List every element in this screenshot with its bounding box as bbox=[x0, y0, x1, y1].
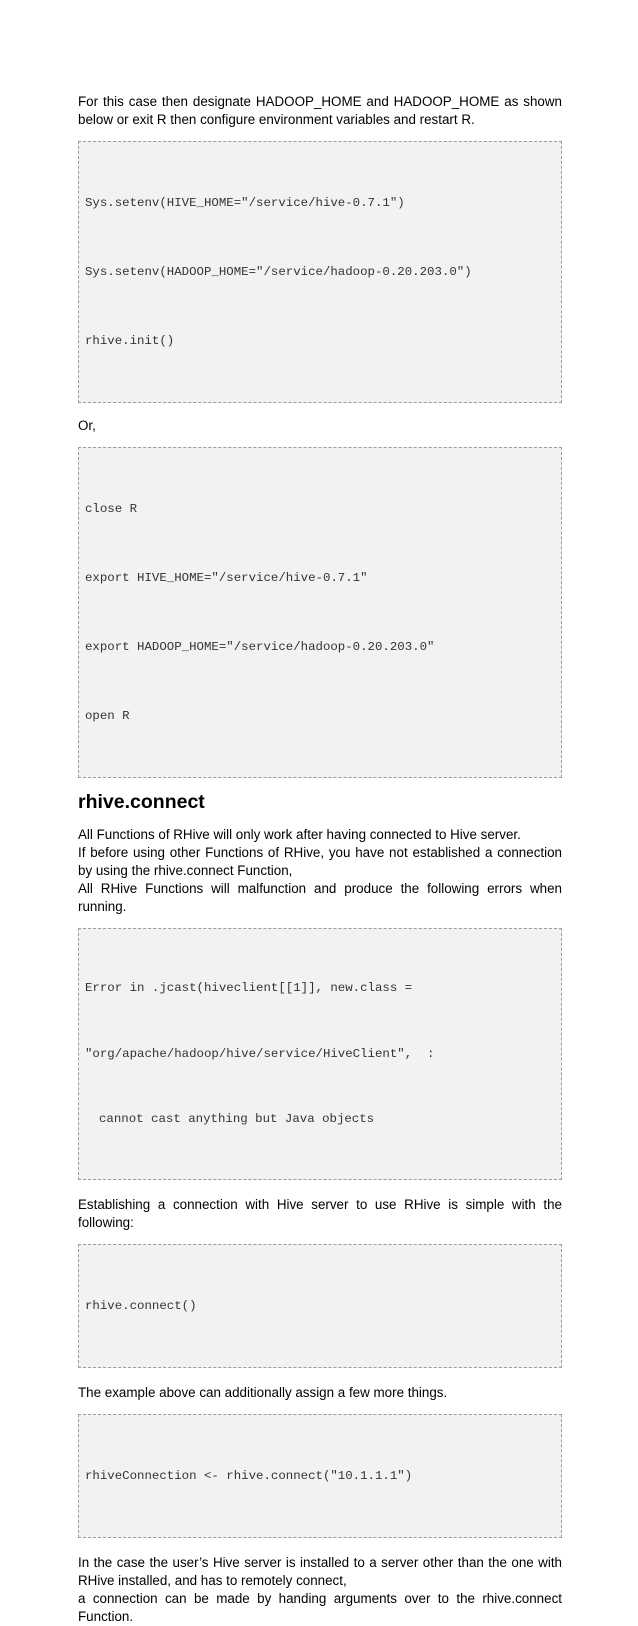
code-line: rhiveConnection <- rhive.connect("10.1.1.1") bbox=[85, 1468, 413, 1483]
paragraph-line: All RHive Functions will malfunction and produce the following errors when running. bbox=[78, 881, 562, 914]
code-line: "org/apache/hadoop/hive/service/HiveClient", : bbox=[85, 1046, 435, 1061]
document-page bbox=[78, 93, 562, 1626]
code-line: rhive.init() bbox=[85, 334, 175, 348]
paragraph-line: a connection can be made by handing arguments over to the rhive.connect Function. bbox=[78, 1590, 562, 1624]
paragraph-connect-intro: Establishing a connection with Hive server to use RHive is simple with the following: bbox=[78, 1196, 562, 1230]
code-line: Sys.setenv(HIVE_HOME="/service/hive-0.7.1") bbox=[85, 196, 405, 210]
code-block-setenv bbox=[78, 141, 562, 403]
code-line: cannot cast anything but Java objects bbox=[99, 1112, 375, 1126]
paragraph-line: If before using other Functions of RHive, you have not established a connection by using the rhive.connect Function, bbox=[78, 845, 562, 878]
code-block-error bbox=[78, 928, 562, 1180]
code-line: open R bbox=[85, 709, 130, 723]
code-line: export HIVE_HOME="/service/hive-0.7.1" bbox=[85, 571, 368, 585]
paragraph-example: The example above can additionally assign a few more things. bbox=[78, 1384, 448, 1400]
code-block-connection bbox=[78, 1414, 562, 1538]
code-line: close R bbox=[85, 502, 138, 516]
code-line: Sys.setenv(HADOOP_HOME="/service/hadoop-0.20.203.0") bbox=[85, 265, 472, 279]
intro-paragraph: For this case then designate HADOOP_HOME and HADOOP_HOME as shown below or exit R then configure environment variables and restart R. bbox=[78, 94, 562, 127]
paragraph-line: All Functions of RHive will only work after having connected to Hive server. bbox=[78, 827, 521, 842]
code-block-connect bbox=[78, 1244, 562, 1368]
code-block-export bbox=[78, 447, 562, 778]
paragraph-line: In the case the user’s Hive server is installed to a server other than the one with RHive installed, and has to remotely connect, bbox=[78, 1554, 562, 1588]
code-line: rhive.connect() bbox=[85, 1298, 197, 1313]
code-line: Error in .jcast(hiveclient[[1]], new.class = bbox=[85, 981, 413, 995]
code-line: export HADOOP_HOME="/service/hadoop-0.20.203.0" bbox=[85, 640, 435, 654]
section-heading: rhive.connect bbox=[78, 791, 205, 813]
or-text: Or, bbox=[78, 418, 96, 433]
